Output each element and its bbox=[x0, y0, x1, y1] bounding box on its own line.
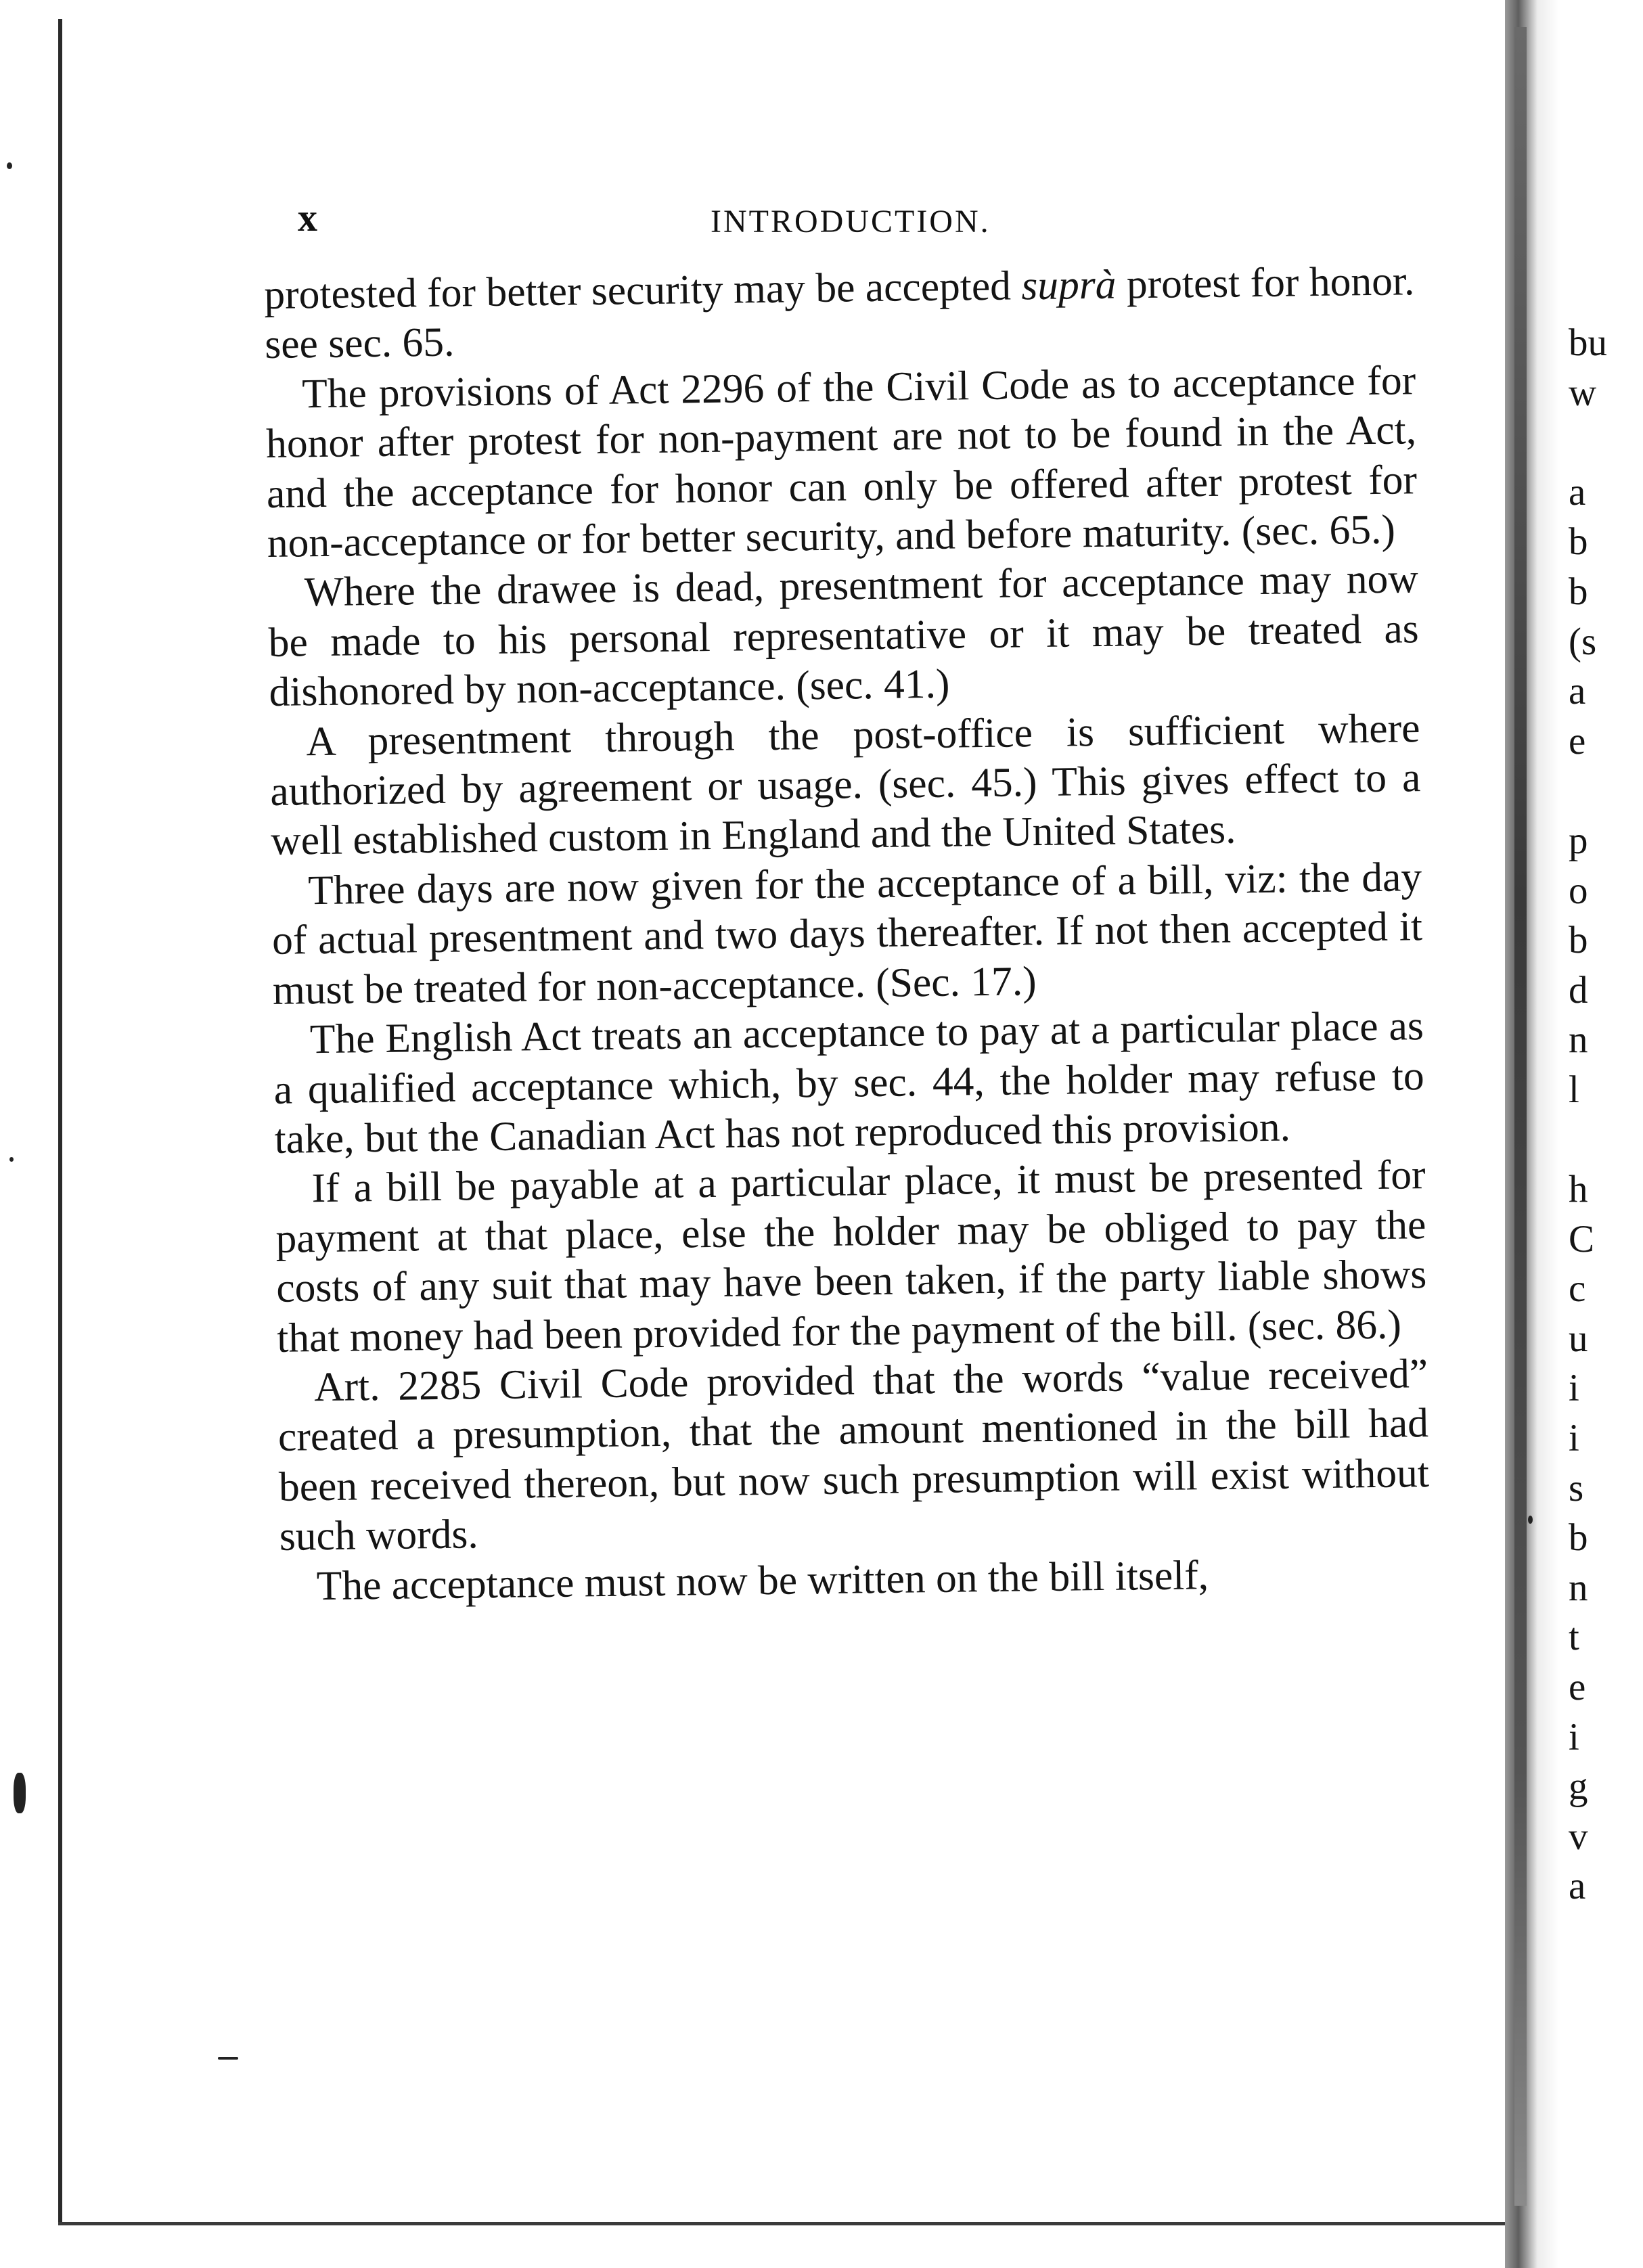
paragraph-text: protest for honor. see sec. 65. bbox=[264, 258, 1415, 368]
page-number: x bbox=[298, 196, 317, 240]
paragraph-text: A presentment through the post-office is sufficient where authorized by agreement or usage. (sec. 45.) This gives effect to a well established custom in England and the United States. bbox=[269, 704, 1421, 865]
running-title: INTRODUCTION. bbox=[711, 204, 991, 240]
paragraph-text: If a bill be payable at a particular place, it must be presented for payment at that place, else the holder may be obliged to pay the costs of any suit that may have been taken, if the party liable shows that money had been provided for the payment of the bill. (sec. 86.) bbox=[275, 1152, 1427, 1361]
paragraph bbox=[265, 356, 1418, 568]
page-edge-left bbox=[58, 19, 62, 2225]
paragraph bbox=[267, 555, 1420, 718]
paragraph-continuation bbox=[264, 256, 1416, 370]
paragraph bbox=[269, 704, 1422, 867]
scan-speck bbox=[1528, 1516, 1533, 1524]
italic-term: suprà bbox=[1020, 261, 1117, 309]
paragraph bbox=[275, 1150, 1427, 1363]
paragraph bbox=[271, 853, 1424, 1016]
paragraph-text: The English Act treats an acceptance to pay at a particular place as a qualified acceptance which, by sec. 44, the holder may refuse to take, but the Canadian Act has not reproduced this provision. bbox=[273, 1003, 1425, 1162]
scan-speck bbox=[14, 1773, 26, 1813]
running-head bbox=[298, 195, 1414, 249]
paragraph bbox=[277, 1349, 1430, 1562]
paragraph-text: Art. 2285 Civil Code provided that the words “value received” created a presumption, that the amount mentioned in the bill had been received thereon, but now such presumption will exist without such words. bbox=[277, 1351, 1430, 1560]
paragraph bbox=[273, 1001, 1425, 1164]
adjacent-page-fragment: bu w a b b (s a e p o b d n l h C c u i i s b n t e i g v a bbox=[1569, 321, 1607, 1908]
gutter-shadow bbox=[1514, 27, 1527, 2206]
paragraph-text: Three days are now given for the acceptance of a bill, viz: the day of actual presentment and two days thereafter. If not then accepted it must be treated for non-acceptance. (Sec. 17.) bbox=[271, 854, 1423, 1014]
book-gutter bbox=[1505, 0, 1559, 2268]
scan-speck bbox=[9, 1157, 14, 1162]
scan-speck bbox=[7, 162, 12, 169]
page-edge-bottom bbox=[58, 2222, 1506, 2225]
body-text bbox=[264, 256, 1431, 1612]
paragraph-text: The provisions of Act 2296 of the Civil Code as to acceptance for honor after protest for non-payment are not to be found in the Act, and the acceptance for honor can only be offered after protest for non-acceptance or for better security, and before maturity. (sec. 65.) bbox=[265, 357, 1418, 566]
scan-speck bbox=[218, 2057, 238, 2060]
paragraph-text: protested for better security may be accepted bbox=[264, 263, 1022, 318]
paragraph-text: Where the drawee is dead, presentment for acceptance may now be made to his personal representative or it may be treated as dishonored by non-acceptance. (sec. 41.) bbox=[268, 555, 1420, 716]
paragraph-text: The acceptance must now be written on the bill itself, bbox=[316, 1551, 1209, 1609]
